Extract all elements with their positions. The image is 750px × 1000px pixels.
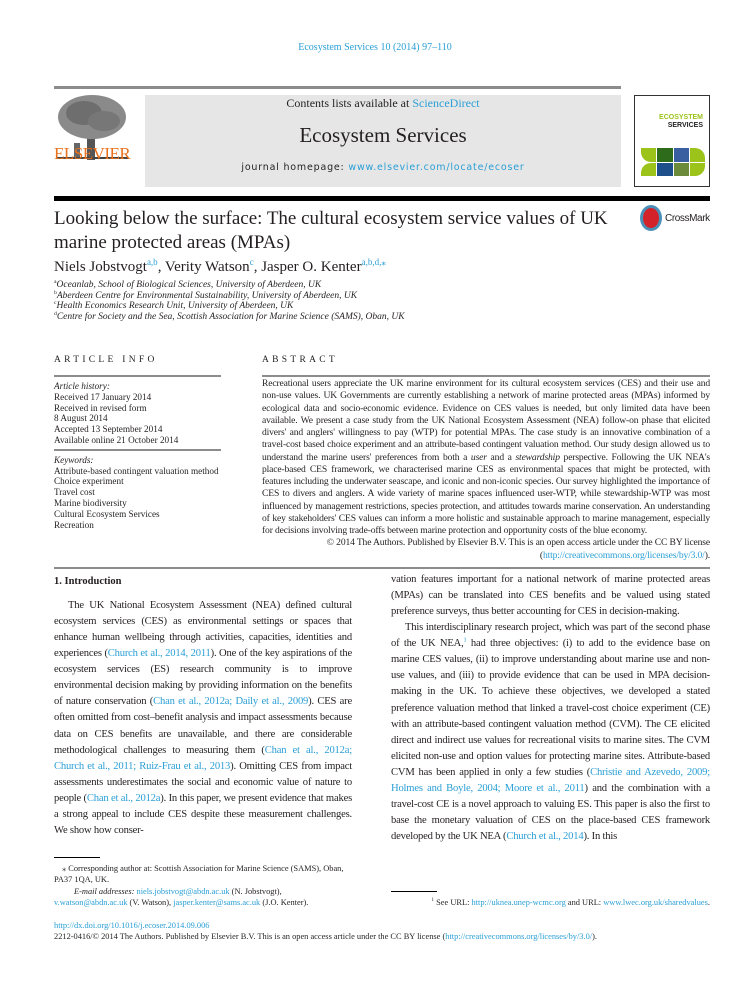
elsevier-tree-logo <box>54 95 130 185</box>
right-column <box>391 572 710 908</box>
author-list <box>54 259 386 276</box>
crossmark-label: CrossMark <box>665 212 710 224</box>
affiliation-text: Health Economics Research Unit, University of Aberdeen, UK <box>56 301 294 312</box>
paragraph <box>391 572 710 620</box>
header-rule <box>54 196 710 201</box>
text-run: user <box>470 451 487 463</box>
text-run: Recreational users appreciate the UK marine environment for its cultural ecosystem services (CES) and their use and non-use values. UK Governments are currently establishing a network of marine protected areas (MPAs) informed by ecological data and socio-economic evidence. Evidence on CES values is needed, but only limited data have been available. We present a case study from the UK National Ecosystem Assessment (NEA) follow-on phase that elicited divers' and anglers' willingness to pay (WTP) for potential MPAs. The case study is an innovative combination of a travel-cost based choice experiment and an attribute-based contingent valuation method. Our study design allowed us to understand the marine users' preferences from both a <box>262 378 710 463</box>
abstract-text <box>262 378 710 537</box>
author-affiliation-ref[interactable]: c <box>249 257 254 267</box>
affiliation-key: a <box>54 278 57 285</box>
text-run: ) and the combination with a travel-cost CE is a novel approach to valuing ES. This paper is also the first to base the monetary valuation of CES on the place-based CES framework developed by the UK NEA ( <box>391 782 710 843</box>
paragraph <box>54 598 352 839</box>
citation-link[interactable]: Chan et al., 2012a; Daily et al., 2009 <box>153 696 309 708</box>
citation-link[interactable]: niels.jobstvogt@abdn.ac.uk <box>136 886 230 896</box>
abstract-copyright <box>262 537 710 562</box>
text-run: © 2014 The Authors. Published by Elsevier B.V. This is an open access article under the CC BY license ( <box>326 537 710 561</box>
issn-copyright <box>54 931 710 942</box>
text-run: . <box>707 897 710 907</box>
keywords <box>54 455 221 531</box>
affiliation-text: Oceanlab, School of Biological Sciences, University of Aberdeen, UK <box>56 280 322 290</box>
text-run: E-mail addresses: <box>74 886 137 896</box>
abstract-heading: ABSTRACT <box>262 355 339 365</box>
citation-link[interactable]: http://creativecommons.org/licenses/by/3.0/ <box>445 931 593 941</box>
text-run: This interdisciplinary research project, which was part of the second phase of the UK NEA, <box>391 622 710 650</box>
body-column-right <box>391 572 710 846</box>
section-heading-introduction: 1. Introduction <box>54 575 122 587</box>
text-run: and a <box>486 451 516 463</box>
text-run: ). In this <box>583 831 618 843</box>
article-history <box>54 381 221 446</box>
elsevier-wordmark: ELSEVIER <box>54 144 131 163</box>
citation-link[interactable]: jasper.kenter@sams.ac.uk <box>173 897 261 907</box>
abstract-body <box>262 378 710 562</box>
affiliation-text: Aberdeen Centre for Environmental Sustainability, University of Aberdeen, UK <box>56 290 358 301</box>
citation-link[interactable]: Christie and Azevedo, 2009; Holmes and Boyle, 2004; Moore et al., 2011 <box>391 766 710 794</box>
footnote-area <box>391 873 710 908</box>
footnote-rule <box>391 891 437 892</box>
keyword: Travel cost <box>54 487 95 498</box>
affiliation-key: c <box>54 300 57 307</box>
divider <box>54 86 621 89</box>
text-run: stewardship <box>515 451 560 463</box>
author-affiliation-ref[interactable]: a,b,d,⁎ <box>361 257 386 267</box>
journal-cover-thumbnail[interactable] <box>634 95 710 187</box>
text-run: ). In this paper, we present evidence that makes a strong appeal to include CES despite these measurement challenges. We show how conser- <box>54 792 352 837</box>
contents-line <box>145 94 621 112</box>
text-run: ⁎ Corresponding author at: Scottish Association for Marine Science (SAMS), Oban, PA37 1QA, UK. <box>54 864 344 885</box>
citation-link[interactable]: v.watson@abdn.ac.uk <box>54 897 128 907</box>
journal-banner <box>145 95 621 187</box>
affiliation <box>54 301 405 312</box>
history-entry: Received in revised form <box>54 402 147 413</box>
page-footer <box>54 920 710 942</box>
email-note <box>54 886 352 908</box>
history-entry: Accepted 13 September 2014 <box>54 424 163 435</box>
body-column-left <box>54 598 352 839</box>
footnote-rule <box>54 857 100 858</box>
left-column <box>54 572 352 908</box>
contents-label: Contents lists available at <box>286 96 413 110</box>
affiliations <box>54 280 405 323</box>
affiliation <box>54 291 405 302</box>
footnote-marker: 1 <box>431 897 435 903</box>
citation-link[interactable]: Church et al., 2014, 2011 <box>107 648 211 660</box>
author-name: Jasper O. Kenter <box>261 259 362 275</box>
crossmark-button[interactable] <box>640 205 710 231</box>
affiliation <box>54 312 405 323</box>
journal-title: Ecosystem Services <box>299 123 467 147</box>
corresponding-note <box>54 863 352 885</box>
crossmark-icon <box>640 205 662 231</box>
corresponding-author-footnote <box>54 863 352 908</box>
article-info <box>54 375 221 562</box>
text-run: (V. Watson), <box>127 897 174 907</box>
affiliation <box>54 280 405 291</box>
keywords-label: Keywords: <box>54 454 94 465</box>
text-run: (J.O. Kenter). <box>260 897 309 907</box>
paragraph <box>391 620 710 845</box>
keyword: Recreation <box>54 519 94 530</box>
keyword: Attribute-based contingent valuation method <box>54 465 219 476</box>
author-name: Niels Jobstvogt <box>54 259 147 275</box>
cover-title-line2: SERVICES <box>667 122 703 129</box>
cover-image-grid <box>641 148 705 176</box>
homepage-link[interactable]: www.elsevier.com/locate/ecoser <box>348 162 525 173</box>
text-run: (N. Jobstvogt), <box>229 886 282 896</box>
running-head[interactable]: Ecosystem Services 10 (2014) 97–110 <box>298 42 452 53</box>
journal-homepage <box>145 162 621 173</box>
footnote-ref[interactable]: 1 <box>463 636 467 644</box>
keyword: Cultural Ecosystem Services <box>54 508 160 519</box>
article-info-heading: ARTICLE INFO <box>54 355 158 365</box>
article-title: Looking below the surface: The cultural ecosystem service values of UK marine protected areas (MPAs) <box>54 208 608 253</box>
text-run: and URL: <box>565 897 604 907</box>
text-run: vation features important for a national network of marine protected areas (MPAs) can be translated into CES benefits and be valued using stated preference surveys, thus better accounting for CES in decision-making. <box>391 573 710 617</box>
history-label: Article history: <box>54 381 110 391</box>
divider <box>54 375 221 377</box>
affiliation-key: d <box>54 310 57 317</box>
divider <box>262 375 710 377</box>
text-run: 2212-0416/© 2014 The Authors. Published by Elsevier B.V. This is an open access article under the CC BY license ( <box>54 931 446 941</box>
citation-link[interactable]: Chan et al., 2012a <box>86 792 161 804</box>
text-run: The UK National Ecosystem Assessment (NEA) defined cultural ecosystem services (CES) as environmental settings or spaces that enhance human wellbeing through activities, capacities, identities and experiences ( <box>54 599 352 660</box>
keyword: Marine biodiversity <box>54 497 127 508</box>
text-run: ). One of the key aspirations of the ecosystem services (ES) research community is to improve environmental decision making by providing information on the benefits of nature conservation ( <box>54 648 352 708</box>
footnote-area <box>54 839 352 908</box>
footnote-1 <box>391 897 710 908</box>
citation-link[interactable]: http://uknea.unep-wcmc.org <box>471 897 566 907</box>
text-run: perspective. Following the UK NEA's place-based CES framework, we characterised marine CES as environmental spaces that might be protected, with features including the underwater seascape, and iconic and non-iconic species. Our survey highlighted the importance of CES to divers and anglers. A wide variety of marine spaces influenced user-WTP, while stewardship-WTP was most influenced by management restrictions, species protection, and attitudes towards marine conservation. An understanding of key stakeholders' CES values can inform a more holistic and sustainable approach to marine management, especially for decisions involving trade-offs between marine protection and opportunity costs of the blue economy. <box>262 451 710 536</box>
article-body-area <box>54 375 710 942</box>
author-separator: , <box>157 259 165 275</box>
history-entry: Received 17 January 2014 <box>54 391 152 402</box>
affiliation-text: Centre for Society and the Sea, Scottish Association for Marine Science (SAMS), Oban, UK <box>56 312 405 323</box>
author-affiliation-ref[interactable]: a,b <box>146 257 158 267</box>
homepage-label: journal homepage: <box>241 162 349 173</box>
sciencedirect-link[interactable]: ScienceDirect <box>412 96 480 110</box>
abstract <box>262 375 710 562</box>
text-run: had three objectives: (i) to add to the evidence base on marine CES values, (ii) to improve understanding about marine use and non-use values, and (iii) to provide evidence that can be used in MPA decision-making in the UK. To achieve these objectives, we developed a stated preference valuation method that linked a travel-cost choice experiment (CE) with an attribute-based contingent valuation method (CVM). The CE elicited direct and indirect use values for recreational visits to marine sites. The CVM elicited non-use and option values for protecting marine sites. Attribute-based CVM has been applied in only a few studies ( <box>391 638 710 778</box>
citation-link[interactable]: Chan et al., 2012a; Church et al., 2011; Ruiz-Frau et al., 2013 <box>54 744 352 772</box>
history-entry: 8 August 2014 <box>54 413 108 424</box>
citation-link[interactable]: http://creativecommons.org/licenses/by/3.0/ <box>542 549 705 561</box>
text-run: See URL: <box>434 897 472 907</box>
text-run: ). CES are often omitted from cost–benefit analysis and impact assessments because data on CES benefits are unavailable, and there are considerable methodological challenges to measuring them ( <box>54 696 352 756</box>
cover-title-line1: ECOSYSTEM <box>659 114 703 121</box>
doi-link[interactable]: http://dx.doi.org/10.1016/j.ecoser.2014.09.006 <box>54 920 210 930</box>
text-run: ). <box>704 549 710 561</box>
keyword: Choice experiment <box>54 476 124 487</box>
citation-link[interactable]: Church et al., 2014 <box>506 831 584 843</box>
affiliation-key: b <box>54 289 57 296</box>
divider <box>54 449 221 451</box>
text-run: ). Omitting CES from impact assessments underestimates the social and economic value of nature to people ( <box>54 760 352 804</box>
history-entry: Available online 21 October 2014 <box>54 434 179 445</box>
text-run: ). <box>592 931 597 941</box>
author-name: Verity Watson <box>164 259 250 275</box>
author-separator: , <box>253 259 262 275</box>
citation-link[interactable]: www.lwec.org.uk/sharedvalues <box>603 897 708 907</box>
divider <box>54 567 710 569</box>
